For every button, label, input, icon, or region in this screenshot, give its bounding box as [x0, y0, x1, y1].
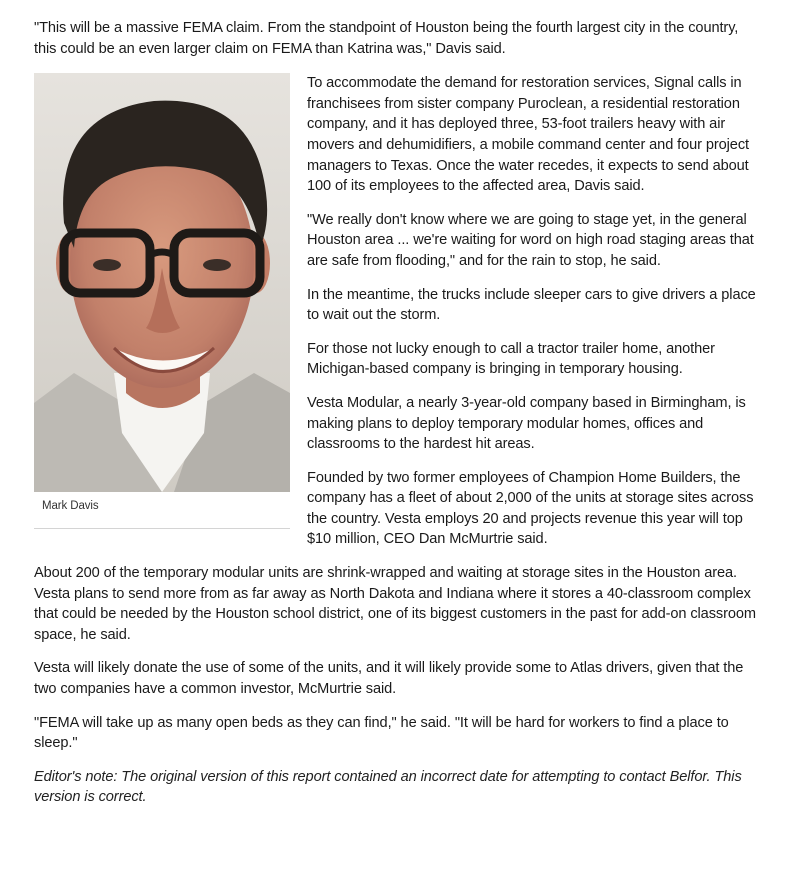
- article-paragraph: Founded by two former employees of Champion Home Builders, the company has a fleet of about 2,000 of the units at storage sites across the country. Vesta employs 20 and projects revenue this year will top $10 million, CEO Dan McMurtrie said.: [307, 469, 754, 548]
- article-paragraph: To accommodate the demand for restoration services, Signal calls in franchisees from sister company Puroclean, a residential restoration company, and it has deployed three, 53-foot trailers heavy with air movers and dehumidifiers, a mobile command center and four project managers to Texas. Once the water recedes, it expects to send about 100 of its employees to the affected area, Davis said.: [307, 75, 749, 195]
- article-paragraph: "We really don't know where we are going to stage yet, in the general Houston area ... we're waiting for word on high road staging areas that are safe from flooding," and for the rain to stop, he said.: [307, 211, 754, 269]
- article-paragraph: About 200 of the temporary modular units are shrink-wrapped and waiting at storage sites in the Houston area. Vesta plans to send more from as far away as North Dakota and Indiana where it stores a 40-classroom complex that could be needed by the Houston school district, one of its biggest customers in the past for add-on classroom space, he said.: [34, 565, 756, 643]
- photo-caption: Mark Davis: [34, 492, 290, 529]
- article-paragraph: "FEMA will take up as many open beds as they can find," he said. "It will be hard for workers to find a place to sleep.": [34, 714, 729, 752]
- article-paragraph: For those not lucky enough to call a tractor trailer home, another Michigan-based company is bringing in temporary housing.: [307, 340, 715, 378]
- photo-figure: [34, 73, 290, 529]
- article-paragraph: Vesta Modular, a nearly 3-year-old company based in Birmingham, is making plans to deploy temporary modular homes, offices and classrooms to the hardest hit areas.: [307, 394, 746, 453]
- portrait-photo: [34, 73, 290, 492]
- editors-note: Editor's note: The original version of this report contained an incorrect date for attempting to contact Belfor. This version is correct.: [34, 768, 742, 806]
- article-paragraph: In the meantime, the trucks include sleeper cars to give drivers a place to wait out the storm.: [307, 286, 756, 324]
- article-paragraph: "This will be a massive FEMA claim. From the standpoint of Houston being the fourth largest city in the country, this could be an even larger claim on FEMA than Katrina was," Davis said.: [34, 20, 739, 57]
- article-body: [34, 18, 764, 821]
- article-paragraph: Vesta will likely donate the use of some of the units, and it will likely provide some to Atlas drivers, given that the two companies have a common investor, McMurtrie said.: [34, 660, 744, 698]
